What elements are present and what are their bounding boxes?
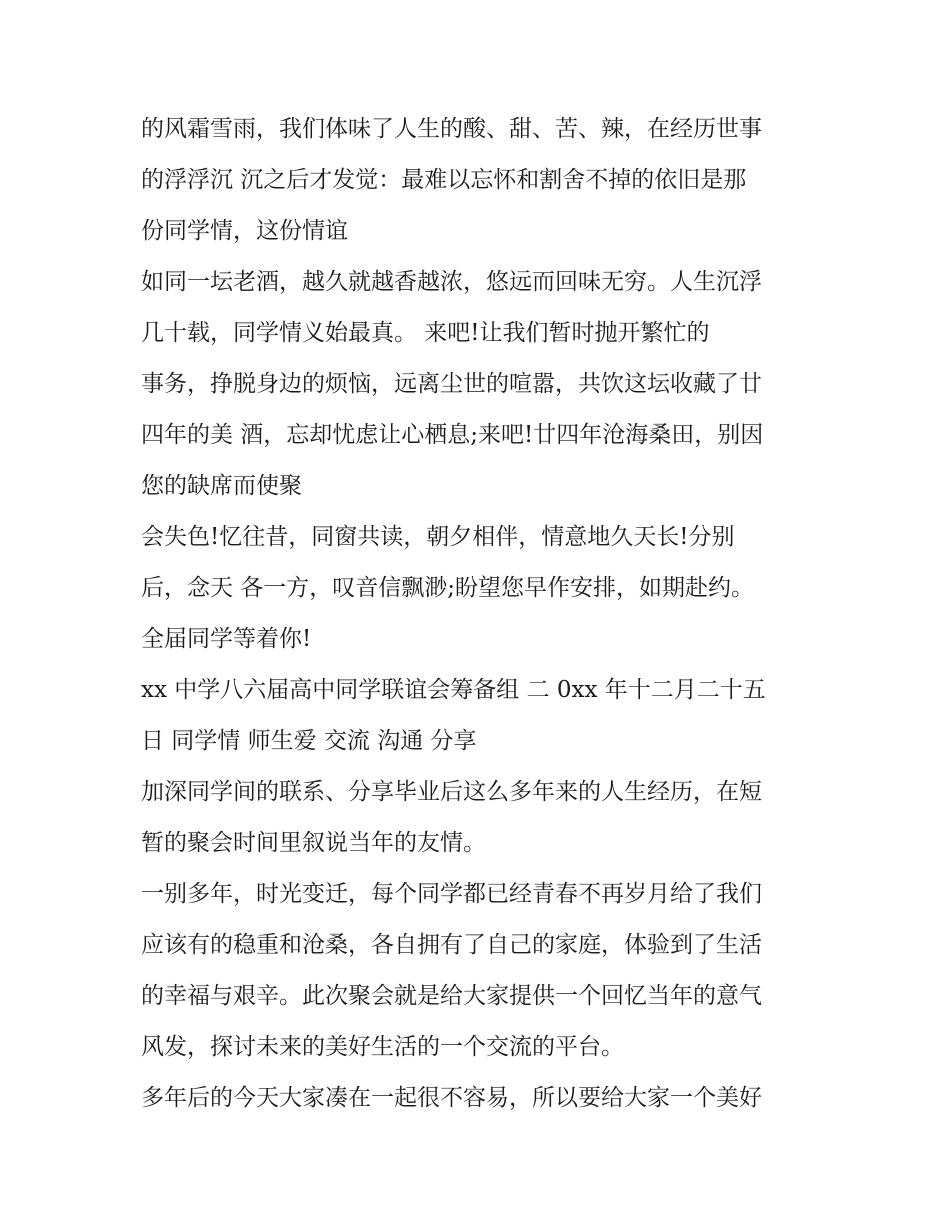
text-line: 如同一坛老酒，越久就越香越浓，悠远而回味无穷。人生沉浮 [141, 269, 762, 295]
text-line: 一别多年，时光变迁，每个同学都已经青春不再岁月给了我们 [141, 881, 762, 907]
text-line: 加深同学间的联系、分享毕业后这么多年来的人生经历，在短 [141, 779, 762, 805]
text-line: 会失色!忆往昔，同窗共读，朝夕相伴，情意地久天长!分别 [141, 524, 735, 550]
text-line: 几十载，同学情义始最真。 来吧!让我们暂时抛开繁忙的 [141, 320, 710, 346]
text-line: 您的缺席而使聚 [141, 473, 302, 499]
text-line: 日 同学情 师生爱 交流 沟通 分享 [141, 728, 477, 754]
text-line: 事务，挣脱身边的烦恼，远离尘世的喧嚣，共饮这坛收藏了廿 [141, 371, 762, 397]
text-line: 的风霜雪雨，我们体味了人生的酸、甜、苦、辣，在经历世事 [141, 116, 762, 142]
text-line: 风发，探讨未来的美好生活的一个交流的平台。 [141, 1034, 624, 1060]
text-line: 后，念天 各一方，叹音信飘渺;盼望您早作安排，如期赴约。 [141, 575, 755, 601]
text-line: 应该有的稳重和沧桑，各自拥有了自己的家庭，体验到了生活 [141, 932, 762, 958]
text-line: 多年后的今天大家凑在一起很不容易，所以要给大家一个美好 [141, 1085, 762, 1111]
text-line: xx 中学八六届高中同学联谊会筹备组 二 0xx 年十二月二十五 [141, 677, 766, 703]
text-line: 的浮浮沉 沉之后才发觉：最难以忘怀和割舍不掉的依旧是那 [141, 167, 747, 193]
text-line: 的幸福与艰辛。此次聚会就是给大家提供一个回忆当年的意气 [141, 983, 762, 1009]
text-line: 暂的聚会时间里叙说当年的友情。 [141, 830, 486, 856]
text-line: 份同学情，这份情谊 [141, 218, 348, 244]
text-line: 四年的美 酒，忘却忧虑让心栖息;来吧!廿四年沧海桑田，别因 [141, 422, 764, 448]
body-text [141, 104, 821, 1124]
text-line: 全届同学等着你! [141, 626, 312, 652]
